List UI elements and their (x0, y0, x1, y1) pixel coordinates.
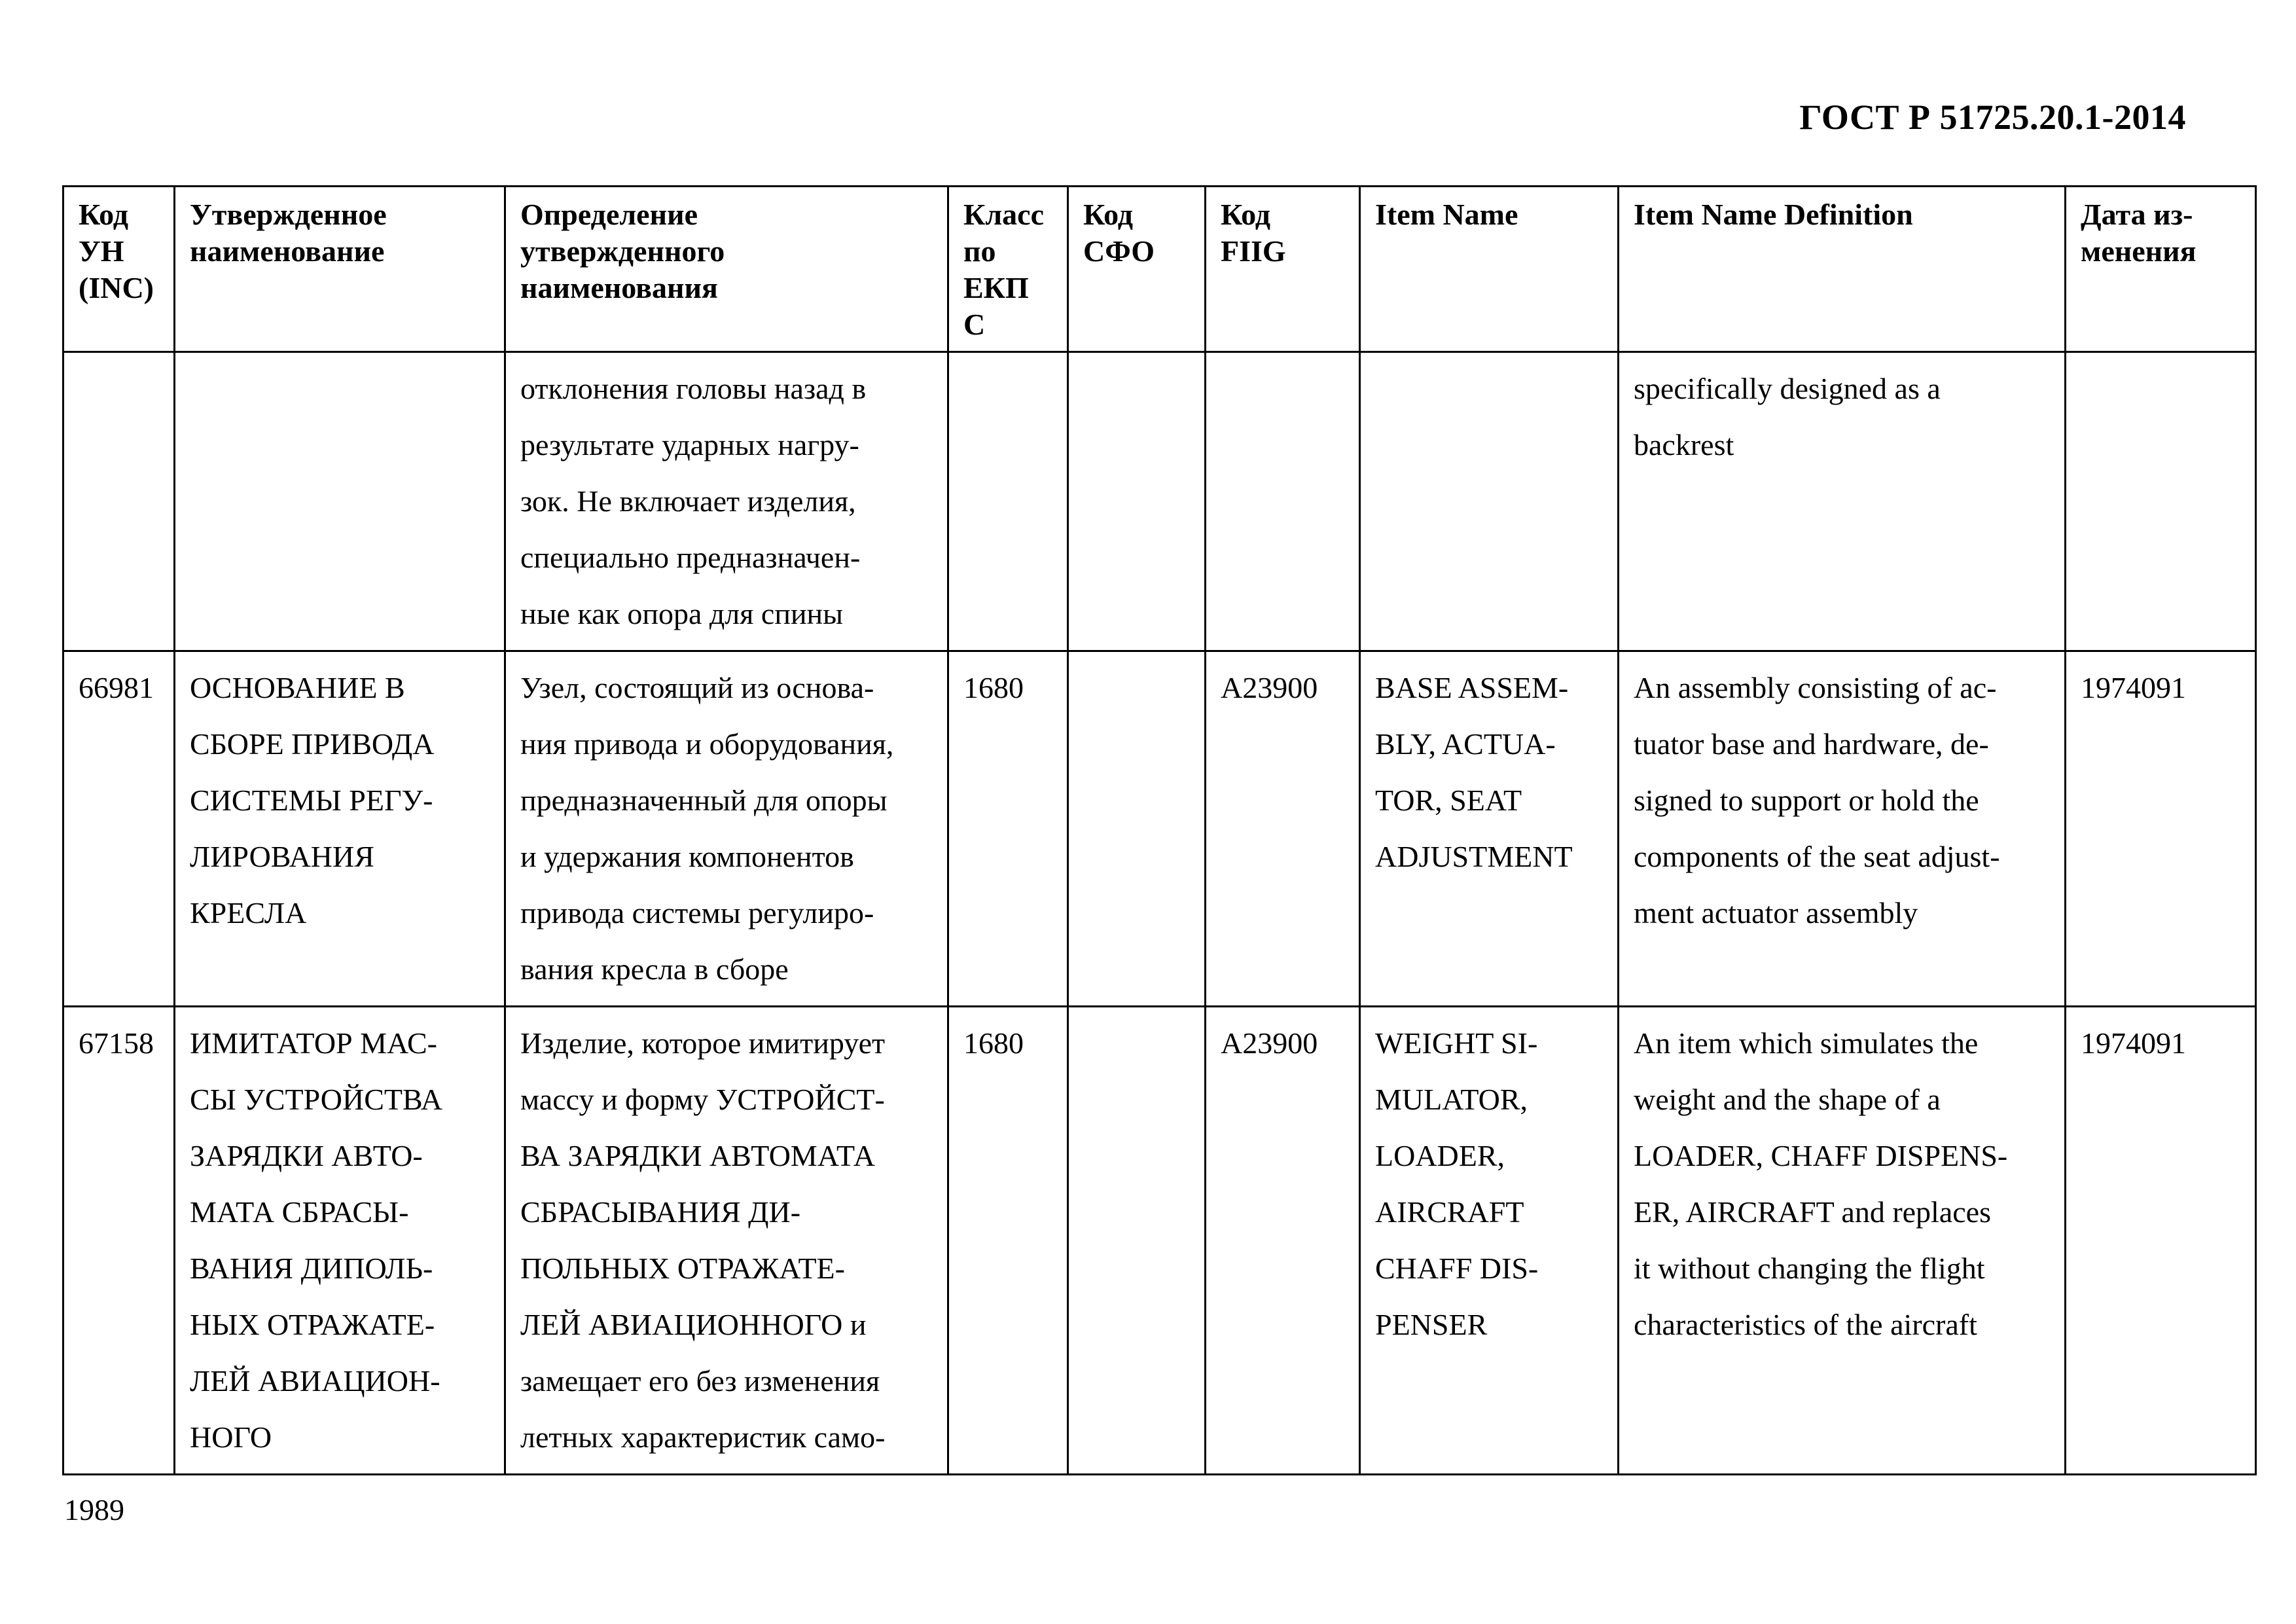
cell-item-name: BASE ASSEM- BLY, ACTUA- TOR, SEAT ADJUSTMENT (1360, 651, 1619, 1007)
page-number: 1989 (64, 1493, 124, 1526)
cell-class: 1680 (948, 1007, 1068, 1475)
cell-inc: 67158 (63, 1007, 175, 1475)
header-item-name: Item Name (1360, 187, 1619, 352)
cell-item-name-definition: specifically designed as a backrest (1619, 352, 2066, 651)
cell-change-date (2066, 352, 2256, 651)
item-names-table (62, 185, 2257, 1475)
header-name-definition: Определение утвержденного наименования (505, 187, 948, 352)
cell-fiig-code: A23900 (1206, 651, 1360, 1007)
header-approved-name: Утвержденное наименование (175, 187, 505, 352)
table-row (63, 651, 2256, 1007)
cell-approved-name: ИМИТАТОР МАС- СЫ УСТРОЙСТВА ЗАРЯДКИ АВТО- МАТА СБРАСЫ- ВАНИЯ ДИПОЛЬ- НЫХ ОТРАЖАТЕ- ЛЕЙ АВИАЦИОН- НОГО (175, 1007, 505, 1475)
cell-class (948, 352, 1068, 651)
cell-inc (63, 352, 175, 651)
header-class: Класс по ЕКП С (948, 187, 1068, 352)
cell-name-definition: отклонения головы назад в результате ударных нагру- зок. Не включает изделия, специально предназначен- ные как опора для спины (505, 352, 948, 651)
cell-class: 1680 (948, 651, 1068, 1007)
cell-fiig-code: A23900 (1206, 1007, 1360, 1475)
cell-name-definition: Узел, состоящий из основа- ния привода и оборудования, предназначенный для опоры и удержания компонентов привода системы регулиро- вания кресла в сборе (505, 651, 948, 1007)
cell-change-date: 1974091 (2066, 651, 2256, 1007)
header-inc: Код УН (INC) (63, 187, 175, 352)
cell-change-date: 1974091 (2066, 1007, 2256, 1475)
cell-item-name-definition: An assembly consisting of ac- tuator base and hardware, de- signed to support or hold the components of the seat adjust- ment actuator assembly (1619, 651, 2066, 1007)
cell-approved-name (175, 352, 505, 651)
cell-fiig-code (1206, 352, 1360, 651)
table-row (63, 1007, 2256, 1475)
table-row (63, 352, 2256, 651)
cell-sfo-code (1068, 651, 1206, 1007)
cell-sfo-code (1068, 1007, 1206, 1475)
cell-item-name (1360, 352, 1619, 651)
cell-item-name-definition: An item which simulates the weight and the shape of a LOADER, CHAFF DISPENS- ER, AIRCRAFT and replaces it without changing the flight characteristics of the aircraft (1619, 1007, 2066, 1475)
header-change-date: Дата из- менения (2066, 187, 2256, 352)
document-standard-number: ГОСТ Р 51725.20.1-2014 (1799, 98, 2186, 137)
cell-sfo-code (1068, 352, 1206, 651)
cell-name-definition: Изделие, которое имитирует массу и форму УСТРОЙСТ- ВА ЗАРЯДКИ АВТОМАТА СБРАСЫВАНИЯ ДИ- ПОЛЬНЫХ ОТРАЖАТЕ- ЛЕЙ АВИАЦИОННОГО и замещает его без изменения летных характеристик само- (505, 1007, 948, 1475)
header-sfo-code: Код СФО (1068, 187, 1206, 352)
header-item-name-definition: Item Name Definition (1619, 187, 2066, 352)
header-fiig-code: Код FIIG (1206, 187, 1360, 352)
cell-item-name: WEIGHT SI- MULATOR, LOADER, AIRCRAFT CHAFF DIS- PENSER (1360, 1007, 1619, 1475)
table-header-row (63, 187, 2256, 352)
cell-inc: 66981 (63, 651, 175, 1007)
cell-approved-name: ОСНОВАНИЕ В СБОРЕ ПРИВОДА СИСТЕМЫ РЕГУ- ЛИРОВАНИЯ КРЕСЛА (175, 651, 505, 1007)
